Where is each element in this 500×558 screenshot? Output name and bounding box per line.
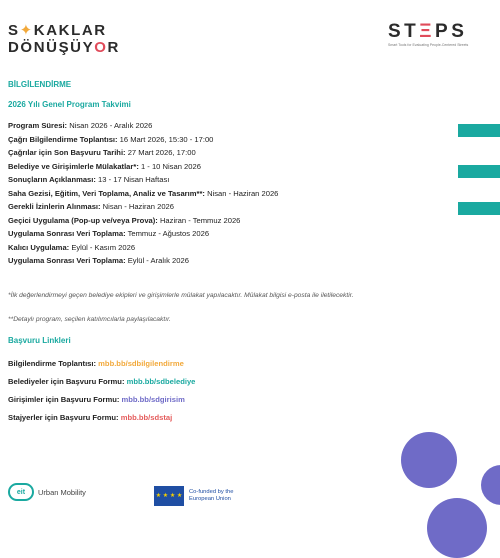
eit-text: Urban Mobility bbox=[38, 487, 86, 497]
links-list bbox=[8, 355, 195, 427]
logo-text: S bbox=[8, 22, 20, 39]
logo-text: R bbox=[107, 39, 120, 56]
eit-icon: eit bbox=[8, 483, 34, 501]
decorative-teal-bar bbox=[458, 202, 500, 215]
decorative-circle bbox=[481, 465, 500, 505]
decorative-circle bbox=[427, 498, 487, 558]
decorative-circle bbox=[401, 432, 457, 488]
decorative-teal-bar bbox=[458, 124, 500, 137]
link-row: Bilgilendirme Toplantısı: mbb.bb/sdbilgilendirme bbox=[8, 359, 184, 368]
link-intern-form[interactable]: mbb.bb/sdstaj bbox=[120, 413, 173, 422]
logo-text: DÖNÜŞÜY bbox=[8, 39, 95, 56]
footnote-interviews: *İlk değerlendirmeyi geçen belediye ekipleri ve girişimlerle mülakat yapılacaktır. Mülakat bilgisi e-posta ile iletilecektir. bbox=[8, 292, 354, 299]
logo-text: KAKLAR bbox=[33, 22, 107, 39]
link-startup-form[interactable]: mbb.bb/sdgirisim bbox=[121, 395, 185, 404]
schedule-row: Belediye ve Girişimlerle Mülakatlar*: 1 - 10 Nisan 2026 bbox=[8, 161, 201, 171]
link-row: Stajyerler için Başvuru Formu: mbb.bb/sdstaj bbox=[8, 413, 173, 422]
eu-cofunded-logo bbox=[154, 486, 233, 506]
eu-flag-icon: ★ ★ ★ ★ bbox=[154, 486, 184, 506]
logo-text: Ξ bbox=[419, 21, 436, 42]
eu-text-line1: Co-funded by the bbox=[189, 489, 234, 495]
link-row: Girişimler için Başvuru Formu: mbb.bb/sdgirisim bbox=[8, 395, 185, 404]
logo-text: O bbox=[94, 39, 108, 56]
info-heading: BİLGİLENDİRME bbox=[8, 80, 72, 89]
schedule-row: Saha Gezisi, Eğitim, Veri Toplama, Analiz ve Tasarım**: Nisan - Haziran 2026 bbox=[8, 188, 279, 198]
link-info-meeting[interactable]: mbb.bb/sdbilgilendirme bbox=[98, 359, 184, 368]
schedule-row: Gerekli İzinlerin Alınması: Nisan - Haziran 2026 bbox=[8, 202, 175, 211]
logo-line-2 bbox=[8, 39, 120, 56]
schedule-row: Program Süresi: Nisan 2026 - Aralık 2026 bbox=[8, 121, 153, 130]
sokaklar-donusuyor-logo bbox=[8, 22, 120, 56]
schedule-row: Uygulama Sonrası Veri Toplama: Eylül - Aralık 2026 bbox=[8, 256, 189, 265]
schedule-list bbox=[8, 119, 448, 268]
links-heading: Başvuru Linkleri bbox=[8, 336, 71, 345]
decorative-teal-bar bbox=[458, 165, 500, 178]
link-row: Belediyeler için Başvuru Formu: mbb.bb/sdbelediye bbox=[8, 377, 196, 386]
eit-urban-mobility-logo bbox=[8, 483, 86, 501]
logo-text: PS bbox=[435, 21, 468, 42]
logo-text: ST bbox=[388, 21, 420, 42]
steps-logo bbox=[388, 22, 468, 47]
schedule-row: Sonuçların Açıklanması: 13 - 17 Nisan Haftası bbox=[8, 175, 170, 184]
eu-text-line2: European Union bbox=[189, 496, 231, 502]
footnote-program: **Detaylı program, seçilen katılımcılarla paylaşılacaktır. bbox=[8, 316, 171, 323]
logo-line-1 bbox=[8, 22, 120, 39]
schedule-row: Çağrılar için Son Başvuru Tarihi: 27 Mart 2026, 17:00 bbox=[8, 148, 196, 157]
link-municipality-form[interactable]: mbb.bb/sdbelediye bbox=[126, 377, 196, 386]
schedule-row: Kalıcı Uygulama: Eylül - Kasım 2026 bbox=[8, 242, 136, 252]
schedule-row: Çağrı Bilgilendirme Toplantısı: 16 Mart 2026, 15:30 - 17:00 bbox=[8, 134, 214, 144]
star-icon: ✦ bbox=[19, 22, 34, 39]
program-heading: 2026 Yılı Genel Program Takvimi bbox=[8, 100, 131, 109]
schedule-row: Geçici Uygulama (Pop-up ve/veya Prova): Haziran - Temmuz 2026 bbox=[8, 215, 241, 225]
steps-wordmark bbox=[388, 22, 468, 42]
steps-tagline: Smart Tools for Evaluating People-Centered Streets bbox=[388, 43, 469, 47]
schedule-row: Uygulama Sonrası Veri Toplama: Temmuz - Ağustos 2026 bbox=[8, 229, 210, 238]
